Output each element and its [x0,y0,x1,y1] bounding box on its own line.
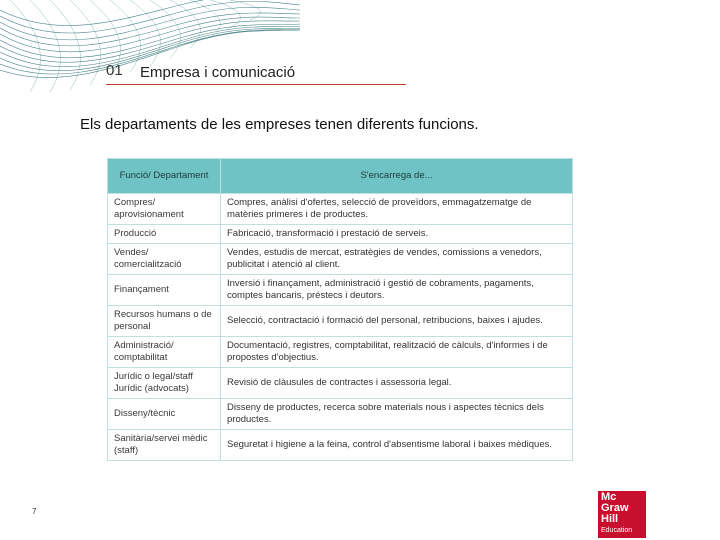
table-row [108,337,573,368]
column-header-department: Funció/ Departament [108,159,221,194]
section-number: 01 [106,62,123,79]
responsibility-cell: Compres, anàlisi d'ofertes, selecció de proveïdors, emmagatzematge de matèries primeres i de productes. [221,194,573,225]
department-cell: Finançament [108,275,221,306]
column-header-responsibilities: S'encarrega de... [221,159,573,194]
mcgraw-hill-logo [598,491,646,538]
table-row [108,194,573,225]
logo-text: Graw [601,502,629,514]
logo-text: Hill [601,513,619,525]
department-cell: Sanitària/servei mèdic (staff) [108,430,221,461]
responsibility-cell: Vendes, estudis de mercat, estratègies de vendes, comissions a venedors, publicitat i atenció al client. [221,244,573,275]
table-row [108,275,573,306]
department-cell: Jurídic o legal/staff Jurídic (advocats) [108,368,221,399]
responsibility-cell: Selecció, contractació i formació del personal, retribucions, baixes i ajudes. [221,306,573,337]
table-row [108,225,573,244]
responsibility-cell: Inversió i finançament, administració i gestió de cobraments, pagaments, comptes bancaris, préstecs i deutors. [221,275,573,306]
department-cell: Vendes/ comercialització [108,244,221,275]
intro-text: Els departaments de les empreses tenen diferents funcions. [80,116,479,133]
responsibility-cell: Documentació, registres, comptabilitat, realització de càlculs, d'informes i de propostes d'objectius. [221,337,573,368]
department-cell: Recursos humans o de personal [108,306,221,337]
table-row [108,430,573,461]
table-row [108,399,573,430]
table-row [108,368,573,399]
department-cell: Disseny/tècnic [108,399,221,430]
responsibility-cell: Disseny de productes, recerca sobre materials nous i aspectes tècnics dels productes. [221,399,573,430]
responsibility-cell: Seguretat i higiene a la feina, control d'absentisme laboral i baixes mèdiques. [221,430,573,461]
department-cell: Administració/ comptabilitat [108,337,221,368]
section-header [106,62,406,85]
page-number: 7 [32,507,37,516]
department-cell: Producció [108,225,221,244]
responsibility-cell: Fabricació, transformació i prestació de serveis. [221,225,573,244]
table-row [108,306,573,337]
responsibility-cell: Revisió de clàusules de contractes i assessoria legal. [221,368,573,399]
department-cell: Compres/ aprovisionament [108,194,221,225]
logo-text: Mc [601,491,617,503]
logo-text: Education [601,527,633,534]
departments-table [107,158,573,461]
section-title: Empresa i comunicació [140,64,296,81]
table-row [108,244,573,275]
table-header-row [108,159,573,194]
